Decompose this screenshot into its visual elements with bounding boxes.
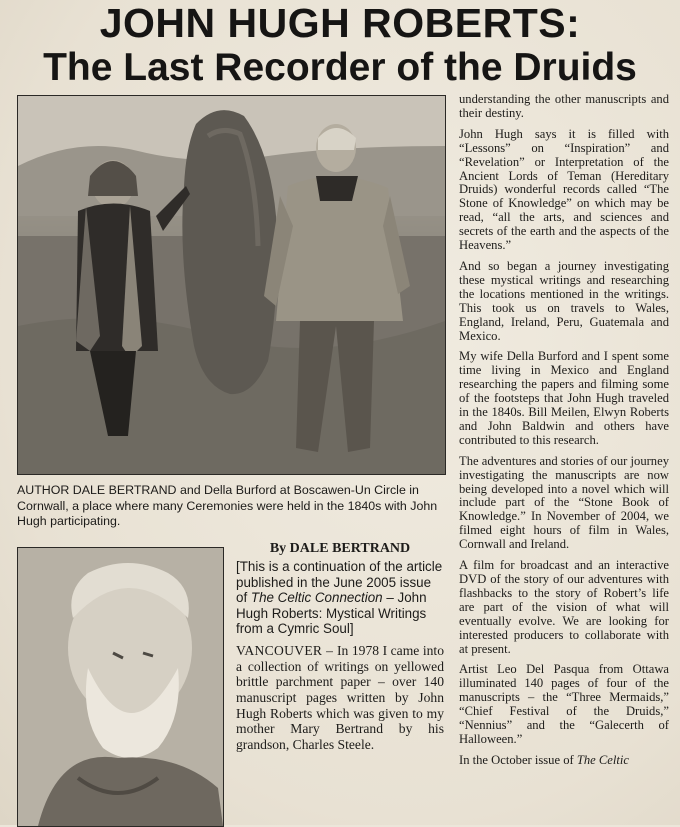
publication-name: The Celtic [576,752,629,767]
headline-title: JOHN HUGH ROBERTS: [99,0,581,46]
body-paragraph: A film for broadcast and an interactive DVD of the story of our adventures with flashbacks to the story of Robert’s life are part of the vision of what will eventually evolve. We are looking for interested producers to collaborate with at present. [459,558,669,656]
standing-stone-photo-illustration [18,96,445,474]
standing-stone-photo [17,95,446,475]
portrait-engraving [17,547,224,827]
dateline: VANCOUVER – [236,642,338,658]
portrait-engraving-illustration [18,548,223,826]
publication-name: The Celtic Connection [250,590,383,606]
body-paragraph: The adventures and stories of our journey investigating the manuscripts are now being developed into a novel which will include part of the “Stone Book of Knowledge.” In November of 2004, we filmed eight hours of film in Wales, Cornwall and Ireland. [459,453,669,552]
body-paragraph-opening [236,643,444,753]
editor-note-text-end: – John Hugh Roberts: Mystical Writings from a Cymric Soul] [236,590,427,637]
byline: By DALE BERTRAND [269,541,411,556]
body-paragraph: Artist Leo Del Pasqua from Ottawa illuminated 140 pages of four of the manuscripts – the “Three Mermaids,” “Chief Festival of the Druids,” “Nennius” and the “Galecerth of Halloween.” [459,662,669,746]
body-paragraph: My wife Della Burford and I spent some time living in Mexico and England researching the papers and filming some of the footsteps that John Hugh traveled in the 1840s. Bill Meilen, Elwyn Roberts and John Baldwin and others have contributed to this research. [459,349,669,447]
body-paragraph: And so began a journey investigating these mystical writings and researching the locations mentioned in the writings. This took us on travels to Wales, England, Ireland, Peru, Guatemala and Mexico. [459,258,669,343]
editor-note-text: [This is a continuation of the article published in the June 2005 issue of [236,559,443,606]
photo-caption: AUTHOR DALE BERTRAND and Della Burford at Boscawen-Un Circle in Cornwall, a place where many Ceremonies were held in the 1840s with John Hugh participating. [17,483,438,528]
opening-text: In 1978 I came into a collection of writings on yellowed brittle parchment paper – over 140 manuscript pages written by John Hugh Roberts which was given to my mother Mary Bertrand by his grandson, Charles Steele. [236,642,444,753]
body-paragraph: understanding the other manuscripts and their destiny. [459,92,669,120]
article-right-column [459,93,669,775]
article-middle-column [236,541,444,753]
editor-note [236,559,444,637]
body-paragraph [459,754,669,768]
continued-text: In the October issue of [459,752,577,767]
headline-subtitle: The Last Recorder of the Druids [43,46,637,89]
body-paragraph: John Hugh says it is filled with “Lessons” on “Inspiration” and “Revelation” or Interpretation of the Ancient Lords of Teman (Hereditary Druids) wonderful records called “The Stone of Knowledge” on which may be read, “all the arts, and sciences and secrets of the earth and the aspects of the Heavens.” [459,126,669,253]
